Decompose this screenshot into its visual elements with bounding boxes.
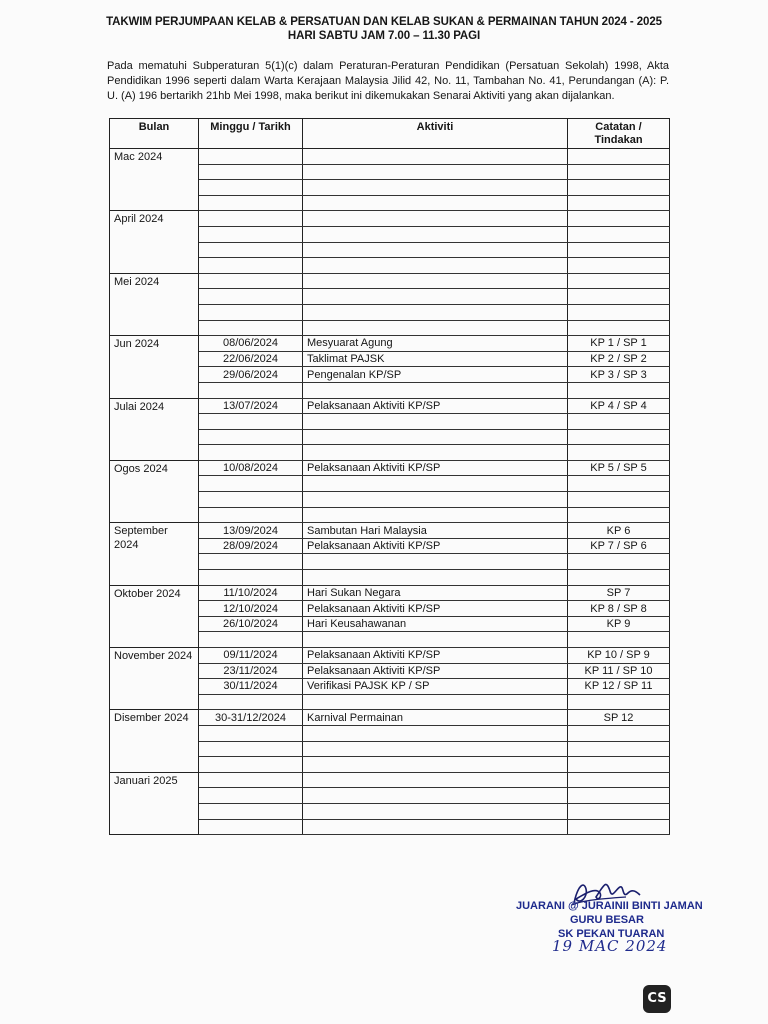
- date-cell: [199, 741, 303, 757]
- activity-cell: Sambutan Hari Malaysia: [303, 523, 568, 539]
- signature-date: 19 MAC 2024: [552, 937, 668, 955]
- camscanner-logo-icon: CS: [643, 985, 671, 1013]
- month-cell: Mac 2024: [110, 149, 199, 211]
- date-cell: 10/08/2024: [199, 460, 303, 476]
- note-cell: [568, 803, 670, 819]
- note-cell: KP 1 / SP 1: [568, 336, 670, 352]
- activity-cell: [303, 757, 568, 773]
- note-cell: [568, 273, 670, 289]
- table-header-row: [110, 119, 670, 149]
- month-cell: Oktober 2024: [110, 585, 199, 647]
- note-cell: KP 5 / SP 5: [568, 460, 670, 476]
- table-row: [110, 523, 670, 539]
- date-cell: [199, 788, 303, 804]
- date-cell: [199, 320, 303, 336]
- activity-cell: [303, 211, 568, 227]
- date-cell: [199, 694, 303, 710]
- date-cell: [199, 195, 303, 211]
- table-row: [110, 398, 670, 414]
- month-cell: Januari 2025: [110, 772, 199, 834]
- date-cell: [199, 289, 303, 305]
- activity-cell: Karnival Permainan: [303, 710, 568, 726]
- schedule-table: [109, 118, 670, 835]
- date-cell: 22/06/2024: [199, 351, 303, 367]
- date-cell: [199, 258, 303, 274]
- date-cell: 29/06/2024: [199, 367, 303, 383]
- date-cell: 23/11/2024: [199, 663, 303, 679]
- month-cell: September 2024: [110, 523, 199, 585]
- note-cell: KP 10 / SP 9: [568, 648, 670, 664]
- activity-cell: [303, 741, 568, 757]
- note-cell: [568, 258, 670, 274]
- date-cell: [199, 429, 303, 445]
- month-cell: April 2024: [110, 211, 199, 273]
- signatory-name: JUARANI @ JURAINII BINTI JAMAN: [516, 900, 703, 912]
- note-cell: [568, 242, 670, 258]
- activity-cell: [303, 788, 568, 804]
- note-cell: KP 12 / SP 11: [568, 679, 670, 695]
- note-cell: [568, 570, 670, 586]
- date-cell: [199, 414, 303, 430]
- activity-cell: Pelaksanaan Aktiviti KP/SP: [303, 601, 568, 617]
- note-cell: [568, 507, 670, 523]
- date-cell: [199, 554, 303, 570]
- note-cell: [568, 289, 670, 305]
- activity-cell: Pelaksanaan Aktiviti KP/SP: [303, 398, 568, 414]
- intro-paragraph: Pada mematuhi Subperaturan 5(1)(c) dalam Peraturan-Peraturan Pendidikan (Persatuan Sekolah) 1998, Akta Pendidikan 1996 seperti dalam Warta Kerajaan Malaysia Jilid 42, No. 11, Tambahan No. 41, Perundangan (A): P. U. (A) 196 bertarikh 21hb Mei 1998, maka berikut ini dikemukakan Senarai Aktiviti yang akan dijalankan.: [107, 60, 669, 102]
- date-cell: [199, 476, 303, 492]
- date-cell: [199, 725, 303, 741]
- note-cell: [568, 382, 670, 398]
- table-row: [110, 585, 670, 601]
- date-cell: [199, 819, 303, 835]
- activity-cell: Pelaksanaan Aktiviti KP/SP: [303, 648, 568, 664]
- note-cell: [568, 757, 670, 773]
- header-bulan: Bulan: [110, 119, 199, 149]
- date-cell: [199, 492, 303, 508]
- activity-cell: [303, 149, 568, 165]
- signatory-school: SK PEKAN TUARAN: [558, 928, 665, 940]
- note-cell: [568, 226, 670, 242]
- signatory-position: GURU BESAR: [570, 914, 644, 926]
- date-cell: 09/11/2024: [199, 648, 303, 664]
- note-cell: KP 8 / SP 8: [568, 601, 670, 617]
- month-cell: Disember 2024: [110, 710, 199, 772]
- note-cell: [568, 772, 670, 788]
- note-cell: [568, 694, 670, 710]
- date-cell: 28/09/2024: [199, 538, 303, 554]
- month-cell: Mei 2024: [110, 273, 199, 335]
- date-cell: 26/10/2024: [199, 616, 303, 632]
- date-cell: 08/06/2024: [199, 336, 303, 352]
- activity-cell: [303, 725, 568, 741]
- activity-cell: [303, 819, 568, 835]
- activity-cell: [303, 429, 568, 445]
- title-line-1: TAKWIM PERJUMPAAN KELAB & PERSATUAN DAN KELAB SUKAN & PERMAINAN TAHUN 2024 - 2025: [106, 16, 662, 28]
- activity-cell: Taklimat PAJSK: [303, 351, 568, 367]
- activity-cell: [303, 164, 568, 180]
- date-cell: 30-31/12/2024: [199, 710, 303, 726]
- note-cell: [568, 819, 670, 835]
- month-cell: Julai 2024: [110, 398, 199, 460]
- date-cell: [199, 570, 303, 586]
- activity-cell: [303, 195, 568, 211]
- table-row: [110, 772, 670, 788]
- table-row: [110, 460, 670, 476]
- note-cell: KP 9: [568, 616, 670, 632]
- date-cell: 13/09/2024: [199, 523, 303, 539]
- note-cell: [568, 632, 670, 648]
- table-row: [110, 336, 670, 352]
- activity-cell: [303, 476, 568, 492]
- date-cell: 11/10/2024: [199, 585, 303, 601]
- date-cell: [199, 757, 303, 773]
- note-cell: [568, 554, 670, 570]
- date-cell: [199, 226, 303, 242]
- activity-cell: [303, 772, 568, 788]
- activity-cell: [303, 507, 568, 523]
- note-cell: [568, 741, 670, 757]
- header-aktiviti: Aktiviti: [303, 119, 568, 149]
- table-row: [110, 273, 670, 289]
- note-cell: [568, 164, 670, 180]
- note-cell: KP 3 / SP 3: [568, 367, 670, 383]
- note-cell: [568, 414, 670, 430]
- activity-cell: [303, 258, 568, 274]
- date-cell: [199, 164, 303, 180]
- date-cell: 13/07/2024: [199, 398, 303, 414]
- activity-cell: [303, 414, 568, 430]
- note-cell: [568, 429, 670, 445]
- date-cell: [199, 772, 303, 788]
- activity-cell: [303, 382, 568, 398]
- date-cell: [199, 211, 303, 227]
- date-cell: [199, 242, 303, 258]
- note-cell: [568, 492, 670, 508]
- note-cell: KP 7 / SP 6: [568, 538, 670, 554]
- activity-cell: [303, 289, 568, 305]
- month-cell: November 2024: [110, 648, 199, 710]
- activity-cell: [303, 632, 568, 648]
- date-cell: 30/11/2024: [199, 679, 303, 695]
- date-cell: [199, 803, 303, 819]
- note-cell: [568, 725, 670, 741]
- activity-cell: [303, 492, 568, 508]
- header-tarikh: Minggu / Tarikh: [199, 119, 303, 149]
- table-row: [110, 211, 670, 227]
- activity-cell: Verifikasi PAJSK KP / SP: [303, 679, 568, 695]
- date-cell: [199, 632, 303, 648]
- activity-cell: [303, 242, 568, 258]
- activity-cell: Hari Sukan Negara: [303, 585, 568, 601]
- note-cell: KP 2 / SP 2: [568, 351, 670, 367]
- month-cell: Ogos 2024: [110, 460, 199, 522]
- activity-cell: [303, 273, 568, 289]
- date-cell: [199, 149, 303, 165]
- date-cell: [199, 273, 303, 289]
- note-cell: [568, 304, 670, 320]
- note-cell: [568, 320, 670, 336]
- activity-cell: [303, 570, 568, 586]
- note-cell: [568, 211, 670, 227]
- date-cell: [199, 180, 303, 196]
- note-cell: SP 7: [568, 585, 670, 601]
- activity-cell: Pelaksanaan Aktiviti KP/SP: [303, 460, 568, 476]
- activity-cell: [303, 445, 568, 461]
- table-row: [110, 648, 670, 664]
- month-cell: Jun 2024: [110, 336, 199, 398]
- activity-cell: Pelaksanaan Aktiviti KP/SP: [303, 538, 568, 554]
- activity-cell: [303, 180, 568, 196]
- activity-cell: Pengenalan KP/SP: [303, 367, 568, 383]
- table-row: [110, 149, 670, 165]
- activity-cell: [303, 554, 568, 570]
- note-cell: [568, 788, 670, 804]
- document-title: [0, 15, 768, 43]
- activity-cell: Pelaksanaan Aktiviti KP/SP: [303, 663, 568, 679]
- note-cell: SP 12: [568, 710, 670, 726]
- date-cell: [199, 507, 303, 523]
- note-cell: KP 4 / SP 4: [568, 398, 670, 414]
- date-cell: [199, 382, 303, 398]
- header-catatan: Catatan / Tindakan: [568, 119, 670, 149]
- note-cell: [568, 180, 670, 196]
- activity-cell: [303, 320, 568, 336]
- activity-cell: [303, 694, 568, 710]
- note-cell: [568, 149, 670, 165]
- title-line-2: HARI SABTU JAM 7.00 – 11.30 PAGI: [287, 30, 481, 42]
- table-row: [110, 710, 670, 726]
- date-cell: [199, 304, 303, 320]
- note-cell: [568, 195, 670, 211]
- note-cell: KP 11 / SP 10: [568, 663, 670, 679]
- activity-cell: Mesyuarat Agung: [303, 336, 568, 352]
- activity-cell: Hari Keusahawanan: [303, 616, 568, 632]
- note-cell: KP 6: [568, 523, 670, 539]
- note-cell: [568, 445, 670, 461]
- activity-cell: [303, 304, 568, 320]
- activity-cell: [303, 803, 568, 819]
- note-cell: [568, 476, 670, 492]
- date-cell: [199, 445, 303, 461]
- activity-cell: [303, 226, 568, 242]
- date-cell: 12/10/2024: [199, 601, 303, 617]
